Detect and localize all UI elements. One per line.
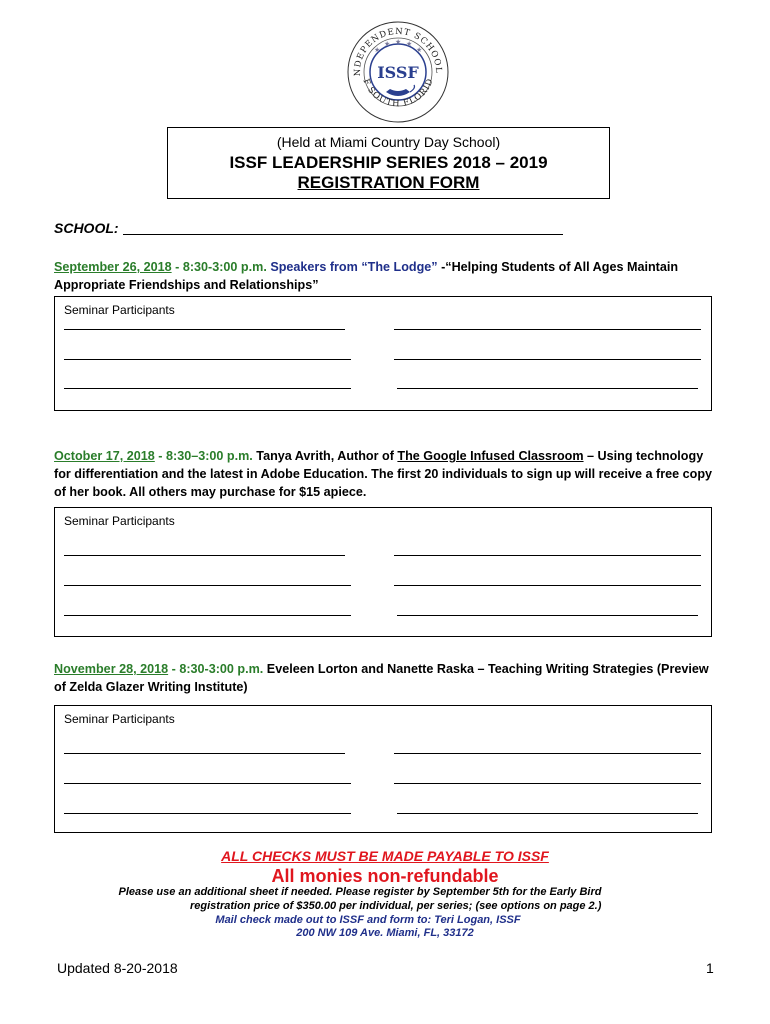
participants-box-november [54,705,712,833]
participant-line[interactable] [64,329,345,330]
session-october [54,447,716,501]
session-topic: Eveleen Lorton and Nanette Raska – Teaching Writing Strategies (Preview of Zelda Glazer Writing Institute) [54,662,709,694]
refund-notice: All monies non-refundable [271,866,499,886]
participant-line[interactable] [397,615,698,616]
participant-line[interactable] [397,813,698,814]
page-number: 1 [706,960,714,976]
session-date: October 17, 2018 [54,449,155,463]
participant-line[interactable] [397,388,698,389]
seal-ring-bottom: F SOUTH FLORID [360,76,436,110]
venue-note: (Held at Miami Country Day School) [276,134,501,150]
school-label: SCHOOL: [54,220,119,236]
participant-line[interactable] [64,585,351,586]
title-box [167,127,610,199]
participant-line[interactable] [64,615,351,616]
participants-label: Seminar Participants [64,514,175,528]
participants-label: Seminar Participants [64,303,175,317]
svg-text:★: ★ [416,47,423,54]
svg-text:★: ★ [374,47,381,54]
participant-line[interactable] [64,813,351,814]
mailing-address: 200 NW 109 Ave. Miami, FL, 33172 [296,927,474,939]
participant-line[interactable] [394,585,701,586]
page-subtitle: REGISTRATION FORM [297,173,480,192]
payable-notice: ALL CHECKS MUST BE MADE PAYABLE TO ISSF [221,848,549,864]
seal-title: ISSF [377,63,419,82]
participant-line[interactable] [64,753,345,754]
seal-graphic [346,16,450,128]
session-november [54,660,716,696]
svg-text:★: ★ [406,41,413,48]
session-date: September 26, 2018 [54,260,172,274]
participants-label: Seminar Participants [64,712,175,726]
participant-line[interactable] [394,359,701,360]
session-separator: - [171,260,183,274]
participant-line[interactable] [64,388,351,389]
participant-line[interactable] [64,555,345,556]
participant-line[interactable] [394,555,701,556]
participant-line[interactable] [64,359,351,360]
participant-line[interactable] [64,783,351,784]
session-date: November 28, 2018 [54,662,169,676]
updated-date: Updated 8-20-2018 [57,960,178,976]
svg-text:★: ★ [395,39,402,46]
participants-box-september [54,296,712,411]
session-time: - 8:30-3:00 p.m. [168,662,264,676]
registration-note-line2: registration price of $350.00 per individual, per series; (see options on page 2.) [190,900,602,912]
seal-ring-top: NDEPENDENT SCHOOL [352,26,444,77]
session-topic: – Using technology for differentiation and the latest in Adobe Education. The first 20 individuals to sign up will receive a free copy of her book. All others may purchase for $15 apiece. [54,449,713,499]
participant-line[interactable] [394,783,701,784]
session-time: 8:30-3:00 p.m. [182,260,267,274]
session-book-title: The Google Infused Classroom [397,449,584,463]
session-topic: -“Helping Students of All Ages Maintain Appropriate Friendships and Relationships” [54,260,679,292]
school-field[interactable] [54,220,563,236]
session-september [54,258,716,294]
svg-text:★: ★ [384,41,391,48]
session-speaker: Tanya Avrith, Author of [252,449,398,463]
issf-seal-logo [346,16,450,128]
mailing-instructions: Mail check made out to ISSF and form to: Teri Logan, ISSF [215,914,521,926]
school-blank-line[interactable] [123,222,563,235]
participant-line[interactable] [394,329,701,330]
session-speaker: Speakers from “The Lodge” [266,260,438,274]
page-title: ISSF LEADERSHIP SERIES 2018 – 2019 [229,153,548,172]
oil-lamp-icon [386,85,415,96]
registration-note-line1: Please use an additional sheet if needed. Please register by September 5th for the Early Bird [118,886,602,898]
participant-line[interactable] [394,753,701,754]
participants-box-october [54,507,712,637]
session-time: - 8:30–3:00 p.m. [154,449,253,463]
